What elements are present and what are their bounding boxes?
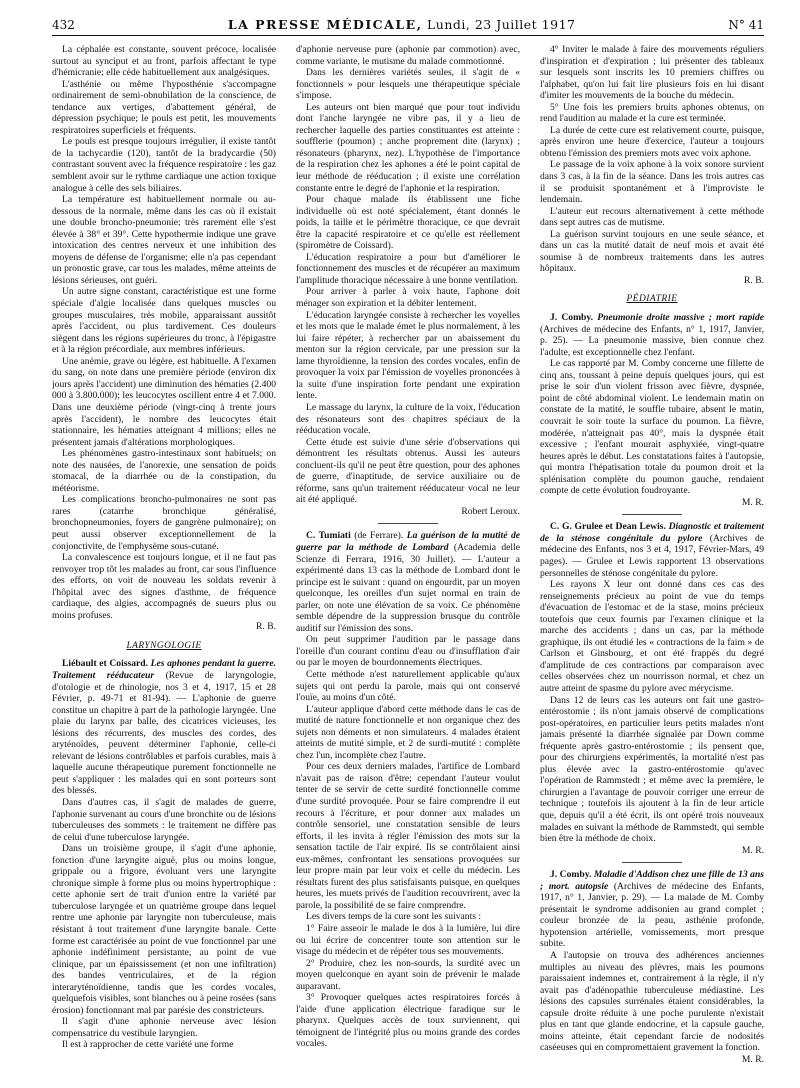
paragraph: 4° Inviter le malade à faire des mouvements réguliers d'inspiration et d'expiration ; lui présenter des tableaux sur lesquels sont inscrits les 10 premiers chiffres ou l'alphabet, qu'on lui fait lire plusieurs fois en lui disant d'imiter les mouvements de la bouche du médecin. <box>540 44 764 102</box>
article-authors: C. Tumiati <box>306 530 351 542</box>
paragraph: La guérison survint toujours en une seule séance, et dans un cas la mutité datait de neuf mois et avait été soumise à de nombreux traitements dans les autres hôpitaux. <box>540 228 764 275</box>
paragraph: Dans 12 de leurs cas les auteurs ont fait une gastro-entérostomie ; ils n'ont jamais observé de complications post-opératoires, en particulier leurs petits malades n'ont jamais présenté la diarrhée signalée par Down comme fréquente après gastro-entérostomie ; ils pensent que, pour des chirurgiens expérimentés, la mortalité n'est pas plus élevée avec la gastro-entérostomie qu'avec l'opération de Rammstedt ; et même avec la première, le chirurgien a l'avantage de pouvoir corriger une erreur de technique ; toutefois ils ajoutent à la fin de leur article que, depuis qu'il a été écrit, ils ont opéré trois nouveaux malades en suivant la méthode de Rammstedt, qui semble bien être la méthode de choix. <box>540 694 764 845</box>
article-authors: Liébault et Coissard. <box>62 658 148 670</box>
paragraph: L'asthénie ou même l'hyposthénie s'accompagne ordinairement de semi-obnubilation de la conscience, de tendance aux vertiges, d'abattement général, de dépression psychique; le pouls est petit, les mouvements respiratoires superficiels et fréquents. <box>52 78 276 136</box>
article-source: (Archives de médecine des Enfants, 1917, n° 1, Janvier, p. 29). — La malade de M. Comby présentait le syndrome addisonien au grand complet ; couleur bronzée de la peau, asthénie profonde, hypotension artérielle, vomissements, mort presque subite. <box>540 880 764 950</box>
issue-number: N° 41 <box>728 18 764 32</box>
paragraph: On peut supprimer l'audition par le passage dans l'oreille d'un courant continu d'eau ou d'insufflation d'air ou par le moyen de bourdonnements électriques. <box>296 634 520 669</box>
running-title <box>228 17 576 32</box>
article-source: (Archives de médecine des Enfants, nos 3 et 4, 1917, Février-Mars, 49 pages). — Grulee et Lewis rapportent 13 observations personnelles de sténose congénitale du pylore. <box>540 532 764 579</box>
article-authors: J. Comby. <box>550 869 592 881</box>
article-authors: J. Comby. <box>550 312 594 324</box>
paragraph: L'auteur applique d'abord cette méthode dans le cas de mutité de nature fonctionnelle et non organique chez des sujets non déments et non simulateurs. 4 malades étaient atteints de mutité simple, et 2 de surdi-mutité : complète chez l'un, incomplète chez l'autre. <box>296 703 520 761</box>
section-heading-pediatrie: PÉDIATRIE <box>626 294 678 305</box>
article-source: (Archives de médecine des Enfants, n° 1, 1917, Janvier, p. 25). — La pneumonie massive, bien connue chez l'adulte, est exceptionnelle chez l'enfant. <box>540 323 764 358</box>
paragraph: Cette étude est suivie d'une série d'observations qui démontrent les résultats obtenus. Aussi les auteurs concluent-ils qu'il ne peut être question, pour des aphones de guerre, d'inaptitude, de service auxiliaire ou de réforme, sans qu'un traitement rééducateur vocal ne leur ait été appliqué. <box>296 436 520 506</box>
paragraph: La céphalée est constante, souvent précoce, localisée surtout au synciput et au front, parfois affectant le type d'hémicranie; elle cède habituellement aux analgésiques. <box>52 44 276 79</box>
paragraph: Il est à rapprocher de cette variété une forme <box>62 1039 234 1051</box>
paragraph: 1° Faire asseoir le malade le dos à la lumière, lui dire ou lui écrire de concentrer toute son attention sur le visage du médecin et de répéter tous ses mouvements. <box>296 923 520 958</box>
paragraph: Dans d'autres cas, il s'agit de malades de guerre, l'aphonie survenant au cours d'une bronchite ou de lésions tuberculeuses des sommets : le traitement ne diffère pas de celui d'une tuberculose laryngée. <box>52 797 276 843</box>
paragraph: Dans un troisième groupe, il s'agit d'une aphonie, fonction d'une laryngite aiguë, plus ou moins longue, grippale ou a frigore, évoluant vers une laryngite chronique simple à forme plus ou moins hypertrophique : cette aphonie sert de trait d'union entre la variété par tuberculose laryngée et un quatrième groupe dans lequel rentre une aphonie par laryngite non tuberculeuse, mais résistant à tout traitement d'une laryngite banale. Cette forme est caractérisée au point de vue fonctionnel par une aphonie indéfiniment persistante, au point de vue clinique, par un épaississement (et non une infiltration) des bandes ventriculaires, et de la région interaryténoïdienne, tandis que les cordes vocales, quelquefois visibles, sont blanches ou à peine rosées (sans érosion) fonctionnant mal par parésie des constricteurs. <box>52 843 276 1016</box>
paragraph: La température est habituellement normale ou au-dessous de la normale, même dans les cas où il existait une double broncho-pneumonie; très rarement elle s'est élevée à 38° et 39°. Cette hypothermie indique une grave intoxication des centres nerveux et une inhibition des moyens de défense de l'organisme; elle n'a pas cependant un pronostic grave, car tous les malades, même atteints de lésions sérieuses, ont guéri. <box>52 194 276 286</box>
journal-name: LA PRESSE MÉDICALE, <box>227 17 423 32</box>
article-title: Diagnostic et traitement de la sténose congénitale du pylore <box>540 521 764 544</box>
paragraph: Les complications broncho-pulmonaires ne sont pas rares (catarrhe bronchique généralisé, bronchopneumonies, foyers de gangrène pulmonaire); on peut aussi observer exceptionnellement de la conjonctivite, de l'emphysème sous-cutané. <box>52 494 276 552</box>
article-comby-pneumonie <box>540 312 764 358</box>
paragraph: 3° Provoquer quelques actes respiratoires forcés à l'aide d'une application électrique faradique sur le pharynx. Quelques accès de toux surviennent, qui témoignent de l'intégrité plus ou moins grande des cordes vocales. <box>296 992 520 1050</box>
paragraph: Pour arriver à parler à voix haute, l'aphone doit ménager son expiration et la débiter lentement. <box>296 286 520 310</box>
signature: M. R. <box>741 844 764 856</box>
paragraph: Les divers temps de la cure sont les suivants : <box>306 911 482 923</box>
paragraph: L'éducation laryngée consiste à rechercher les voyelles et les mots que le malade émet le plus normalement, à les lui faire répéter, à rechercher par un abaissement du menton sur la région cervicale, par une pression sur la lame thyroïdienne, la tension des cordes vocales, enfin de provoquer la voix par l'émission de voyelles prononcées à la suite d'une inspiration forte pendant une expiration lente. <box>296 309 520 402</box>
paragraph: 2° Produire, chez les non-sourds, la surdité avec un moyen quelconque en ayant soin de prévenir le malade auparavant. <box>296 957 520 992</box>
article-title: Les aphones pendant la guerre. Traitement rééducateur <box>52 658 276 681</box>
paragraph: Les phénomènes gastro-intestinaux sont habituels; on note des nausées, de l'anorexie, une sensation de poids stomacal, de la diarrhée ou de la constipation, du météorisme. <box>52 448 276 494</box>
paragraph: Le pouls est presque toujours irrégulier, il existe tantôt de la tachycardie (120), tantôt de la bradycardie (50) contrastant souvent avec la fréquence respiratoire : les gaz semblent avoir sur le rythme cardiaque une action toxique analogue à celle des sels biliaires. <box>52 136 276 194</box>
article-liebault-coissard <box>52 658 276 797</box>
paragraph: Une anémie, grave ou légère, est habituelle. A l'examen du sang, on note dans une première période (environ dix jours après l'accident) une diminution des hématies (2.400 000 à 3.800.000); les leucocytes oscillent entre 4 et 7.000. Dans une deuxième période (vingt-cinq à trente jours après l'accident), le nombre des leucocytes était stationnaire, les hématies atteignant 4 millions; elles ne présentent jamais d'altérations morphologiques. <box>52 355 276 448</box>
separator <box>622 514 682 515</box>
signature: M. R. <box>741 496 764 508</box>
article-comby-addison <box>540 869 764 950</box>
article-title: La guérison de la mutité de guerre par la méthode de Lombard <box>296 530 520 553</box>
paragraph: L'auteur eut recours alternativement à cette méthode dans sept autres cas de mutisme. <box>540 205 764 229</box>
article-source: (Revue de laryngologie, d'otologie et de rhinologie, nos 3 et 4, 1917, 15 et 28 Février, p. 49-71 et 81-94). — L'aphonie de guerre constitue un chapitre à part de la pathologie laryngée. Une plaie du larynx par balle, des cicatrices vicieuses, les lésions des récurrents, des muscles des cordes, des aryténoïdes, peuvent déterminer l'aphonie, celle-ci relevant de lésions contrôlables et parfois curables, mais à laquelle aucune thérapeutique purement fonctionnelle ne peut s'appliquer : les malades qui en sont porteurs sont des blessés. <box>52 669 276 797</box>
page-header <box>52 6 764 36</box>
article-source: (Academia delle Scienze di Ferrara, 1916, 30 Juillet). — L'auteur a expérimenté dans 13 cas la méthode de Lombard dont le principe est le suivant : quand on engourdit, par un moyen quelconque, les oreilles d'un sujet normal en train de parler, on note une élévation de sa voix. Ce phénomène semble dépendre de la suppression brusque du contrôle auditif sur l'émission des sons. <box>296 541 520 634</box>
article-title: Pneumonie droite massive ; mort rapide <box>597 312 764 324</box>
paragraph: 5° Une fois les premiers bruits aphones obtenus, on rend l'audition au malade et la cure est terminée. <box>540 101 764 125</box>
article-tumiati <box>296 530 520 634</box>
signature: R. B. <box>744 274 764 286</box>
paragraph: Le cas rapporté par M. Comby concerne une fillette de cinq ans, toussant à peine depuis quelques jours, qui est prise le soir d'un violent frisson avec fièvre, dyspnée, point de côté abdominal violent. Le lendemain matin on constate de la matité, le souffle tubaire, absent le matin, couvrait le soir toute la surface du poumon. La fièvre, modérée, n'atteignait pas 40°, mais la dyspnée était excessive ; l'enfant mourait asphyxiée, vingt-quatre heures après le début. Les constatations faites à l'autopsie, qui montra l'hépatisation totale du poumon droit et la splénisation complète du poumon gauche, rendaient compte de cette évolution foudroyante. <box>540 358 764 497</box>
signature: M. R. <box>741 1053 764 1062</box>
issue-date: Lundi, 23 Juillet 1917 <box>426 17 576 32</box>
journal-page <box>0 6 800 1088</box>
paragraph: Pour chaque malade ils établissent une fiche individuelle où est noté spécialement, étant donnés le poids, la taille et le périmètre thoracique, ce que devrait être la capacité respiratoire et ce qu'elle est réellement (spiromètre de Coissard). <box>296 194 520 252</box>
paragraph: Pour ces deux derniers malades, l'artifice de Lombard n'avait pas de raison d'être; cependant l'auteur voulut tenter de se servir de cette surdité fonctionnelle comme d'une surdité provoquée. Pour se faire comprendre il eut recours à l'écriture, et pour donner aux malades un contrôle sensoriel, une constatation sensible de leurs efforts, il les invita à régler l'émission des mots sur la sensation tactile de l'air expiré. Ils se contrôlaient ainsi eux-mêmes, confrontant les sensations provoquées sur leur propre main par leur voix et celle du médecin. Les résultats furent des plus satisfaisants puisque, en quelques heures, les muets privés de l'audition recouvrirent, avec la parole, la possibilité de se faire comprendre. <box>296 761 520 911</box>
paragraph: La convalescence est toujours longue, et il ne faut pas renvoyer trop tôt les malades au front, car sous l'influence des efforts, on voit de nouveau les soldats revenir à l'hôpital avec des signes d'asthme, de fréquence cardiaque, des algies, accompagnés de sueurs plus ou moins profuses. <box>52 552 276 621</box>
paragraph: Dans les dernières variétés seules, il s'agit de « fonctionnels » pour lesquels une thérapeutique spéciale s'impose. <box>296 67 520 102</box>
separator <box>622 862 682 863</box>
paragraph: d'aphonie nerveuse pure (aphonie par commotion) avec, comme variante, le mutisme du malade commotionné. <box>296 44 520 67</box>
column-1 <box>52 44 276 1062</box>
page-number: 432 <box>52 18 75 32</box>
article-title: Maladie d'Addison chez une fille de 13 ans ; mort. autopsie <box>540 869 764 892</box>
column-2 <box>296 44 520 1062</box>
signature: Robert Leroux. <box>461 505 520 517</box>
paragraph: Un autre signe constant, caractéristique est une forme spéciale d'algie localisée dans quelques muscles ou groupes musculaires, très mobile, apparaissant aussitôt après l'accident, ou plus tardivement. Ces douleurs siègent dans les régions supérieures du tronc, à l'épigastre et à la région précordiale, aux membres inférieurs. <box>52 286 276 356</box>
paragraph: Il s'agit d'une aphonie nerveuse avec lésion compensatrice du vestibule laryngien. <box>52 1016 276 1039</box>
signature: R. B. <box>256 621 276 633</box>
article-grulee-lewis <box>540 521 764 579</box>
separator <box>378 523 438 524</box>
section-heading-laryngologie: LARYNGOLOGIE <box>126 640 202 651</box>
article-city: (de Ferrare). <box>354 530 404 542</box>
paragraph: A l'autopsie on trouva des adhérences anciennes multiples au niveau des plèvres, mais les poumons paraissaient indemnes et, contrairement à la règle, il n'y avait pas d'adénopathie tuberculeuse médiastine. Les lésions des capsules surrénales étaient considérables, la capsule droite réduite à une poche purulente n'existait plus en tant que glande endocrine, et la capsule gauche, moins atteinte, était cependant farcie de nodosités caséeuses qui en compromettaient gravement la fonction. <box>540 950 764 1054</box>
paragraph: Les rayons X leur ont donné dans ces cas des renseignements précieux au point de vue du temps d'évacuation de l'estomac et de la stase, moins précieux toutefois que ceux fournis par l'examen clinique et la marche des accidents ; dans un cas, par la méthode graphique, ils ont étudié les « contractions de la faim » de Carlson et Ginsbourg, et ont été frappés du degré d'amplitude de ces contractions par comparaison avec celles observées chez un nourrisson normal, et chez un autre atteint de spasme du pylore avec mérycisme. <box>540 579 764 694</box>
paragraph: La durée de cette cure est relativement courte, puisque, après environ une heure d'exercice, l'auteur a toujours obtenu l'émission des premiers mots avec voix aphone. <box>540 124 764 159</box>
paragraph: Les auteurs ont bien marqué que pour tout individu dont l'anche laryngée ne vibre pas, il y a lieu de rechercher laquelle des parties constituantes est atteinte : soufflerie (poumon) ; anche proprement dite (larynx) ; résonateurs (pharynx, nez). L'hypothèse de l'importance de la respiration chez les aphones a été le point capital de leur méthode de rééducation ; il existe une corrélation constante entre le degré de l'aphonie et la respiration. <box>296 101 520 194</box>
text-columns <box>52 44 764 1062</box>
column-3 <box>540 44 764 1062</box>
paragraph: L'éducation respiratoire a pour but d'améliorer le fonctionnement des muscles et de récupérer au maximum l'amplitude thoracique nécessaire à une bonne ventilation. <box>296 251 520 286</box>
article-authors: C. G. Grulee et Dean Lewis. <box>550 521 666 533</box>
paragraph: Le massage du larynx, la culture de la voix, l'éducation des résonateurs sont des chapitres spéciaux de la rééducation vocale. <box>296 401 520 437</box>
paragraph: Cette méthode n'est naturellement applicable qu'aux sujets qui ont perdu la parole, mais qui ont conservé l'ouïe, au moins d'un côté. <box>296 668 520 704</box>
paragraph: Le passage de la voix aphone à la voix sonore survient dans 3 cas, à la fin de la séance. Dans les trois autres cas il se produisit spontanément et à l'improviste le lendemain. <box>540 159 764 206</box>
